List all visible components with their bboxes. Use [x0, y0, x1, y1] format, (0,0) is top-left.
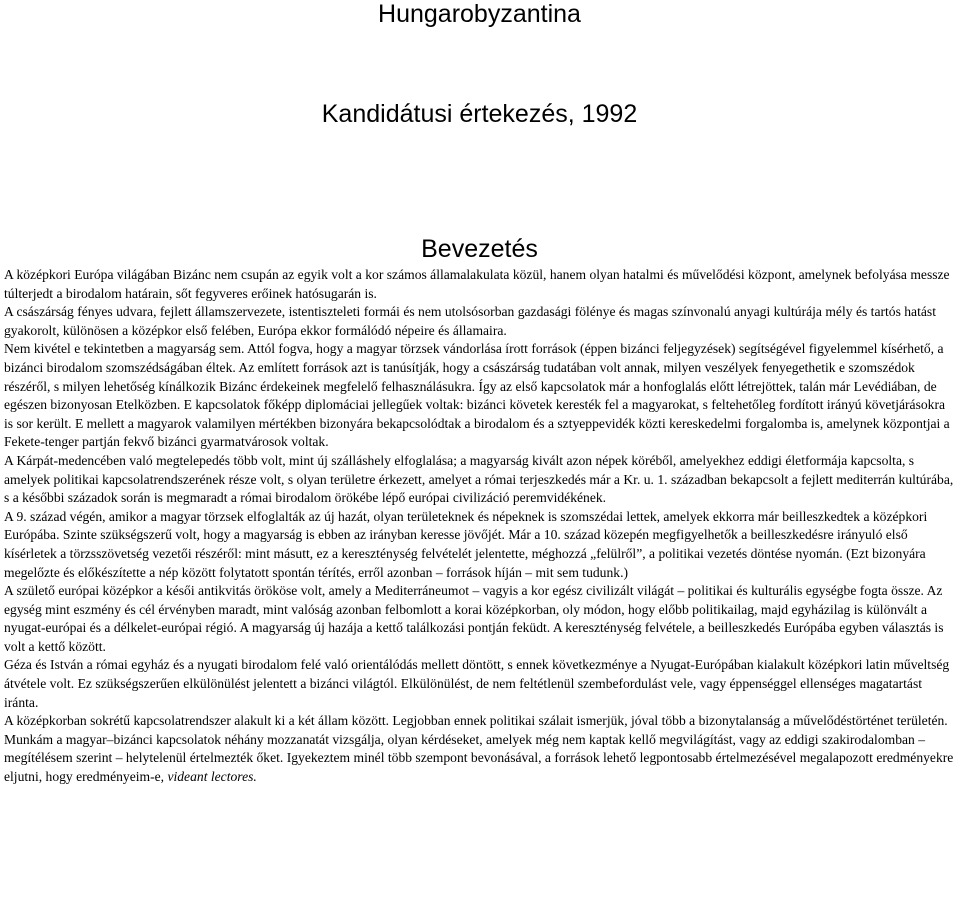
document-body — [4, 266, 956, 787]
document-subtitle: Kandidátusi értekezés, 1992 — [321, 100, 638, 128]
paragraph-8: A középkorban sokrétű kapcsolatrendszer alakult ki a két állam között. Legjobban ennek politikai szálait ismerjük, jóval több a bizonytalanság a művelődéstörténet területén. — [4, 713, 948, 729]
paragraph-1: A középkori Európa világában Bizánc nem csupán az egyik volt a kor számos államalakulata közül, hanem olyan hatalmi és művelődési központ, amelynek befolyása messze túlterjedt a birodalom határain, sőt fegyveres erőinek hatósugarán is. — [4, 267, 950, 301]
paragraph-2: A császárság fényes udvara, fejlett államszervezete, istentiszteleti formái és nem utolsósorban gazdasági fölénye és magas színvonalú anyagi kultúrája mély és tartós hatást gyakorolt, különösen a középkor első felében, Európa ekkor formálódó népeire és államaira. — [4, 304, 936, 338]
paragraph-6: A születő európai középkor a késői antikvitás örököse volt, amely a Mediterráneumot – vagyis a kor egész civilizált világát – politikai és kulturális egységbe fogta össze. Az egység mint eszmény és cél érvényben maradt, mint valóság azonban felbomlott a korai középkorban, oly módon, hogy előbb politikailag, majd egyházilag is különvált a nyugat-európai és a délkelet-európai régió. A magyarság új hazája a kettő találkozási pontján feküdt. A kereszténység felvétele, a beilleszkedés Európába egyben választás is volt a kettő között. — [4, 583, 944, 654]
paragraph-9-emphasis: videant lectores. — [167, 769, 257, 785]
paragraph-3: Nem kivétel e tekintetben a magyarság sem. Attól fogva, hogy a magyar törzsek vándorlása írott források (éppen bizánci feljegyzések) segítségével figyelemmel kísérhető, a bizánci birodalom szomszédságában éltek. Az említett források azt is tanúsítják, hogy a császárság tudatában volt annak, milyen veszélyek fenyegethetik e szomszédok részéről, s milyen lehetőség kínálkozik Bizánc érdekeinek megfelelő felhasználásukra. Így az első kapcsolatok már a honfoglalás előtt létrejöttek, talán már Levédiában, de egészen bizonyosan Etelközben. E kapcsolatok főképp diplomáciai jellegűek voltak: bizánci követek keresték fel a magyarokat, s feltehetőleg fordított irányú követjárásokra is sor került. E mellett a magyarok valamilyen mértékben bizonyára bekapcsolódtak a birodalom és a sztyeppevidék közti kereskedelmi forgalomba is, amelynek központjai a Fekete-tenger partján fekvő bizánci gyarmatvárosok voltak. — [4, 341, 950, 450]
paragraph-9 — [4, 731, 956, 787]
document-title: Hungarobyzantina — [378, 0, 581, 28]
section-title: Bevezetés — [421, 235, 538, 263]
paragraph-9-text: Munkám a magyar–bizánci kapcsolatok néhány mozzanatát vizsgálja, olyan kérdéseket, amelyek még nem kaptak kellő megvilágítást, vagy az eddigi szakirodalomban – megítélésem szerint – helytelenül értelmezték őket. Igyekeztem minél több szempont bevonásával, a források lehető legpontosabb értelmezésével megalapozott eredményekre eljutni, hogy eredményeim-e, — [4, 731, 954, 785]
paragraph-5: A 9. század végén, amikor a magyar törzsek elfoglalták az új hazát, olyan területeknek és népeknek is szomszédai lettek, amelyek ekkorra már beilleszkedtek a középkori Európába. Szinte szükségszerű volt, hogy a magyarság is ebben az irányban keresse jövőjét. Már a 10. század közepén megfigyelhetők a beilleszkedésre irányuló első kísérletek a törzsszövetség vezetői részéről: mint másutt, ez a kereszténység felvételét jelentette, méghozzá „felülről”, a politikai vezetés döntése nyomán. (Ezt bizonyára megelőzte és előkészítette a nép között folytatott spontán térítés, erről azonban – források híján – mit sem tudunk.) — [4, 508, 928, 580]
paragraph-7: Géza és István a római egyház és a nyugati birodalom felé való orientálódás mellett döntött, s ennek következménye a Nyugat-Európában kialakult középkori latin műveltség átvétele volt. Ez szükségszerűen elkülönülést jelentett a bizánci világtól. Elkülönülést, de nem feltétlenül szembefordulást vele, vagy éppenséggel ellenséges magatartást iránta. — [4, 657, 950, 710]
paragraph-4: A Kárpát-medencében való megtelepedés több volt, mint új szálláshely elfoglalása; a magyarság kivált azon népek köréből, amelyekhez eddigi életformája kapcsolta, s amelyek politikai kapcsolatrendszerének része volt, s olyan területre érkezett, amelyet a római terjeszkedés már a Kr. u. 1. században bekapcsolt a fejlett mediterrán kultúrába, s a későbbi századok során is megmaradt a római birodalom örökébe lépő európai civilizáció peremvidékének. — [4, 452, 954, 506]
